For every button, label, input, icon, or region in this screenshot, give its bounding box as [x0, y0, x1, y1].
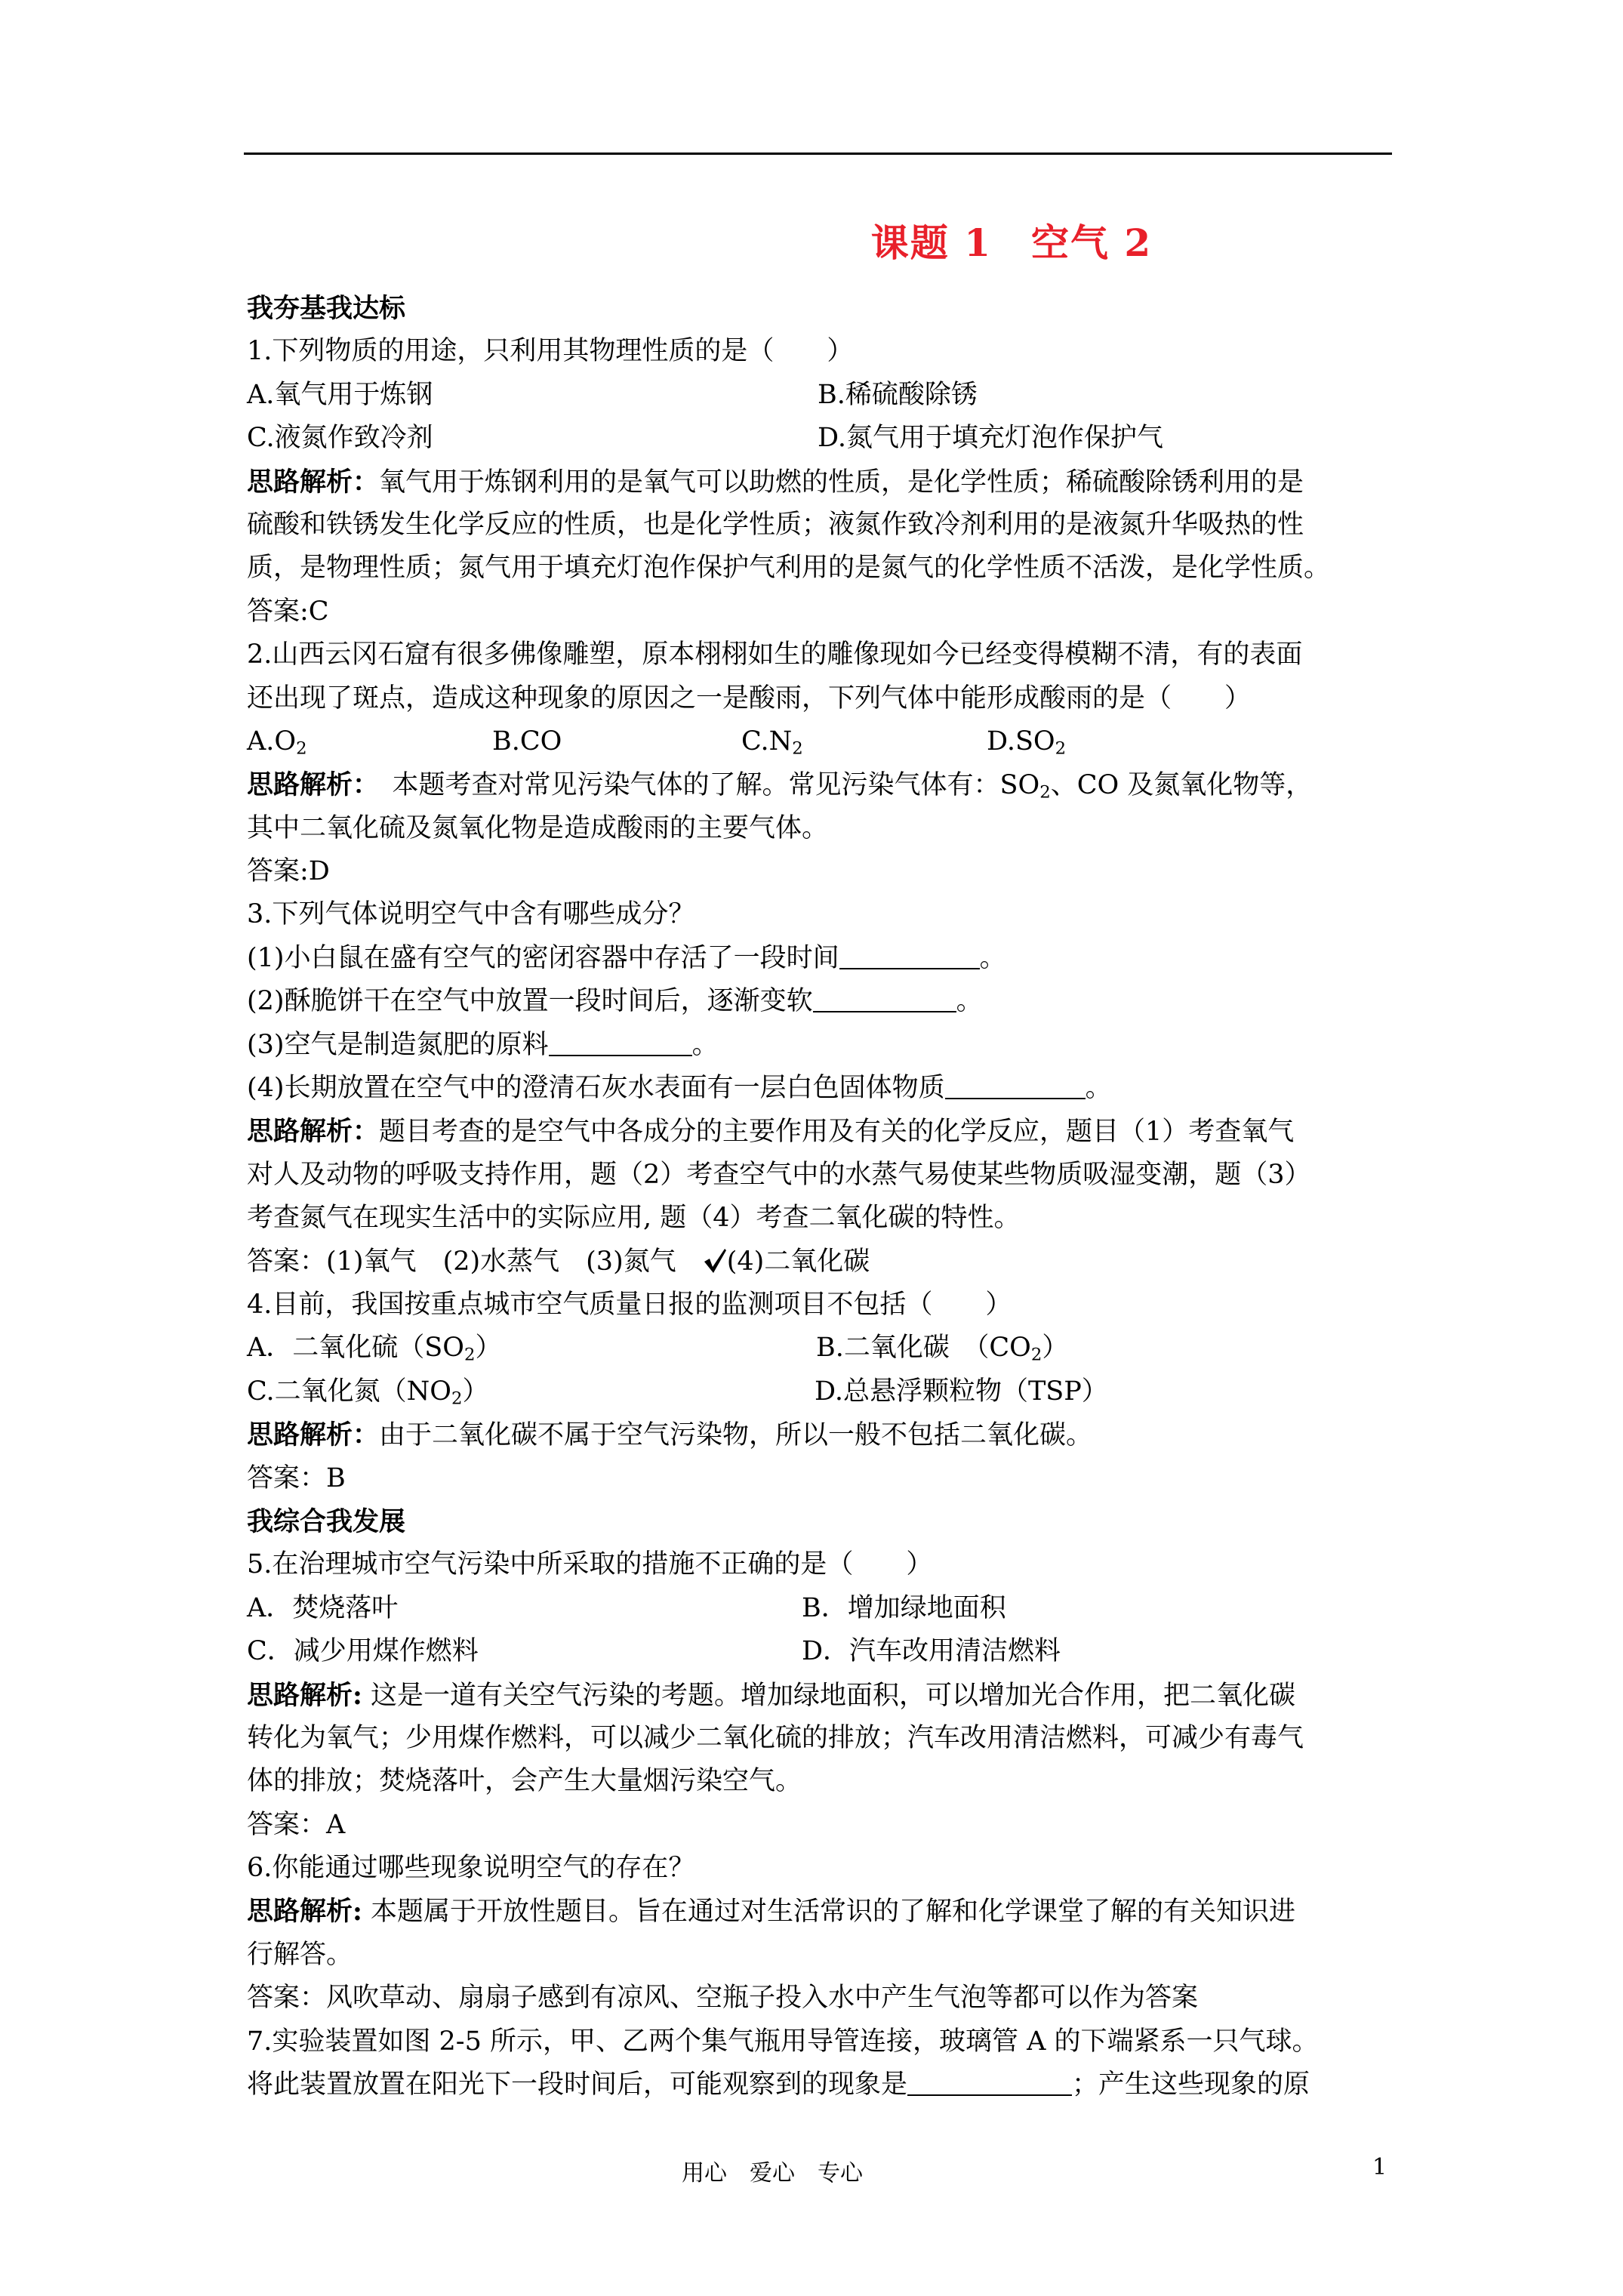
item-text: (4)长期放置在空气中的澄清石灰水表面有一层白色固体物质	[247, 1073, 945, 1104]
analysis-text: 这是一道有关空气污染的考题。增加绿地面积，可以增加光合作用，把二氧化碳	[362, 1680, 1296, 1711]
option-c-text: C.二氧化氮（NO	[247, 1376, 451, 1407]
question-4-answer: 答案：B	[247, 1462, 346, 1493]
subscript: 2	[451, 1388, 463, 1409]
question-6-answer: 答案：风吹草动、扇扇子感到有凉风、空瓶子投入水中产生气泡等都可以作为答案	[247, 1983, 1199, 2014]
section-heading: 我夯基我达标	[247, 293, 406, 324]
footer-text: 用心 爱心 专心	[682, 2160, 863, 2187]
question-3-item	[247, 1067, 1394, 1110]
answer-text: 答案：(1)氧气 (2)水蒸气 (3)氮气	[247, 1246, 703, 1277]
analysis-line: 质，是物理性质；氮气用于填充灯泡作保护气利用的是氮气的化学性质不活泼，是化学性质。	[247, 553, 1331, 584]
option-c: C．减少用煤作燃料	[247, 1636, 479, 1667]
question-3-item	[247, 1024, 1394, 1067]
analysis-line: 转化为氧气；少用煤作燃料，可以减少二氧化硫的排放；汽车改用清洁燃料，可减少有毒气	[247, 1722, 1304, 1753]
question-5-answer: 答案：A	[247, 1809, 346, 1840]
item-text: (2)酥脆饼干在空气中放置一段时间后，逐渐变软	[247, 986, 813, 1017]
checkmark-icon	[703, 1247, 727, 1274]
question-3-answer	[247, 1240, 1394, 1284]
answer-blank[interactable]	[549, 1026, 692, 1056]
analysis-text: 、CO 及氮氧化物等，	[1050, 770, 1313, 801]
answer-text: (4)二氧化碳	[726, 1246, 870, 1277]
analysis-label: 思路解析：	[247, 1419, 380, 1451]
analysis-label: 思路解析:	[247, 1896, 362, 1928]
analysis-line: 考查氮气在现实生活中的实际应用, 题（4）考查二氧化碳的特性。	[247, 1203, 1021, 1234]
question-2-options	[247, 720, 1394, 763]
subscript: 2	[1055, 738, 1067, 759]
option-c	[741, 720, 987, 763]
question-1-analysis	[247, 461, 1394, 504]
question-6-analysis	[247, 1890, 1394, 1933]
question-1-stem: 1.下列物质的用途，只利用其物理性质的是（ ）	[247, 336, 854, 367]
question-2-answer: 答案:D	[247, 856, 330, 887]
question-4-analysis	[247, 1413, 1394, 1456]
question-6-stem: 6.你能通过哪些现象说明空气的存在？	[247, 1853, 695, 1884]
analysis-text: 氧气用于炼钢利用的是氧气可以助燃的性质，是化学性质；稀硫酸除锈利用的是	[379, 467, 1304, 498]
option-c-text: ）	[462, 1376, 489, 1407]
question-5-stem: 5.在治理城市空气污染中所采取的措施不正确的是（ ）	[247, 1549, 933, 1580]
option-d	[987, 720, 1066, 763]
item-text: (3)空气是制造氮肥的原料	[247, 1029, 549, 1060]
question-7-stem-cont	[247, 2063, 1394, 2106]
answer-blank[interactable]	[907, 2066, 1072, 2096]
header-rule	[244, 153, 1392, 155]
option-d: D．汽车改用清洁燃料	[802, 1636, 1061, 1667]
option-c	[247, 1370, 815, 1413]
question-2-stem: 2.山西云冈石窟有很多佛像雕塑，原本栩栩如生的雕像现如今已经变得模糊不清，有的表面	[247, 639, 1303, 670]
question-1-options-ab	[247, 374, 1394, 417]
question-3-item	[247, 980, 1394, 1023]
option-b: B.CO	[492, 726, 562, 757]
question-7-stem: 7.实验装置如图 2-5 所示，甲、乙两个集气瓶用导管连接，玻璃管 A 的下端紧系一只气球。	[247, 2026, 1319, 2057]
option-d: D.总悬浮颗粒物（TSP）	[815, 1376, 1108, 1407]
option-b-text: ）	[1042, 1333, 1069, 1364]
analysis-text: 本题考查对常见污染气体的了解。常见污染气体有：SO	[365, 770, 1040, 801]
analysis-label: 思路解析：	[247, 769, 366, 801]
analysis-label: 思路解析:	[247, 1679, 362, 1711]
option-d: D.氮气用于填充灯泡作保护气	[818, 423, 1163, 454]
option-b-text: B.二氧化碳 （CO	[816, 1333, 1031, 1364]
analysis-line: 其中二氧化硫及氮氧化物是造成酸雨的主要气体。	[247, 812, 829, 843]
page-number: 1	[1372, 2154, 1387, 2180]
option-c-text: C.N	[741, 726, 793, 757]
question-5-analysis	[247, 1674, 1394, 1717]
analysis-text: 题目考查的是空气中各成分的主要作用及有关的化学反应，题目（1）考查氧气	[379, 1117, 1295, 1148]
analysis-text: 由于二氧化碳不属于空气污染物，所以一般不包括二氧化碳。	[379, 1420, 1093, 1451]
question-3-item	[247, 937, 1394, 980]
option-a-text: A.O	[247, 726, 297, 757]
analysis-line: 行解答。	[247, 1939, 353, 1970]
question-text: ；产生这些现象的原	[1072, 2069, 1310, 2100]
answer-blank[interactable]	[839, 939, 980, 969]
question-4-stem: 4.目前，我国按重点城市空气质量日报的监测项目不包括（ ）	[247, 1289, 1012, 1320]
question-2-stem-cont: 还出现了斑点，造成这种现象的原因之一是酸雨，下列气体中能形成酸雨的是（ ）	[247, 683, 1252, 713]
question-4-options-cd	[247, 1370, 1394, 1413]
question-text: 将此装置放置在阳光下一段时间后，可能观察到的现象是	[247, 2069, 908, 2100]
question-5-options-ab	[247, 1587, 1394, 1630]
option-d-text: D.SO	[987, 726, 1055, 757]
subscript: 2	[1030, 1345, 1042, 1366]
question-2-analysis	[247, 763, 1394, 806]
document-body	[247, 287, 1394, 2106]
option-a: A.氧气用于炼钢	[247, 379, 433, 410]
analysis-line: 体的排放；焚烧落叶，会产生大量烟污染空气。	[247, 1766, 802, 1797]
subscript: 2	[1039, 782, 1051, 803]
option-a	[247, 1327, 816, 1370]
question-1-answer: 答案:C	[247, 596, 329, 627]
subscript: 2	[296, 738, 307, 759]
option-c: C.液氮作致冷剂	[247, 423, 433, 454]
option-b: B．增加绿地面积	[802, 1592, 1006, 1623]
option-a-text: A．二氧化硫（SO	[247, 1333, 464, 1364]
section-heading: 我综合我发展	[247, 1505, 406, 1537]
question-5-options-cd	[247, 1630, 1394, 1673]
item-end: 。	[956, 986, 983, 1017]
answer-blank[interactable]	[813, 982, 956, 1012]
item-end: 。	[979, 942, 1006, 973]
analysis-line: 硫酸和铁锈发生化学反应的性质，也是化学性质；液氮作致冷剂利用的是液氮升华吸热的性	[247, 509, 1304, 540]
question-3-stem: 3.下列气体说明空气中含有哪些成分？	[247, 899, 695, 930]
option-b	[816, 1327, 1068, 1370]
subscript: 2	[463, 1345, 476, 1366]
question-4-options-ab	[247, 1327, 1394, 1370]
page-title: 课题 1 空气 2	[870, 220, 1153, 265]
item-end: 。	[691, 1029, 719, 1060]
answer-blank[interactable]	[945, 1069, 1086, 1099]
question-3-analysis	[247, 1110, 1394, 1153]
option-b: B.稀硫酸除锈	[818, 379, 978, 410]
option-a-text: ）	[475, 1333, 502, 1364]
item-text: (1)小白鼠在盛有空气的密闭容器中存活了一段时间	[247, 942, 839, 973]
option-a	[247, 720, 492, 763]
item-end: 。	[1085, 1073, 1112, 1104]
subscript: 2	[792, 738, 803, 759]
question-1-options-cd	[247, 417, 1394, 460]
analysis-text: 本题属于开放性题目。旨在通过对生活常识的了解和化学课堂了解的有关知识进	[362, 1897, 1296, 1928]
page-footer	[0, 2154, 1623, 2192]
analysis-line: 对人及动物的呼吸支持作用，题（2）考查空气中的水蒸气易使某些物质吸湿变潮，题（3）	[247, 1159, 1311, 1190]
option-a: A．焚烧落叶	[247, 1592, 399, 1623]
analysis-label: 思路解析：	[247, 1116, 380, 1148]
analysis-label: 思路解析：	[247, 466, 380, 498]
